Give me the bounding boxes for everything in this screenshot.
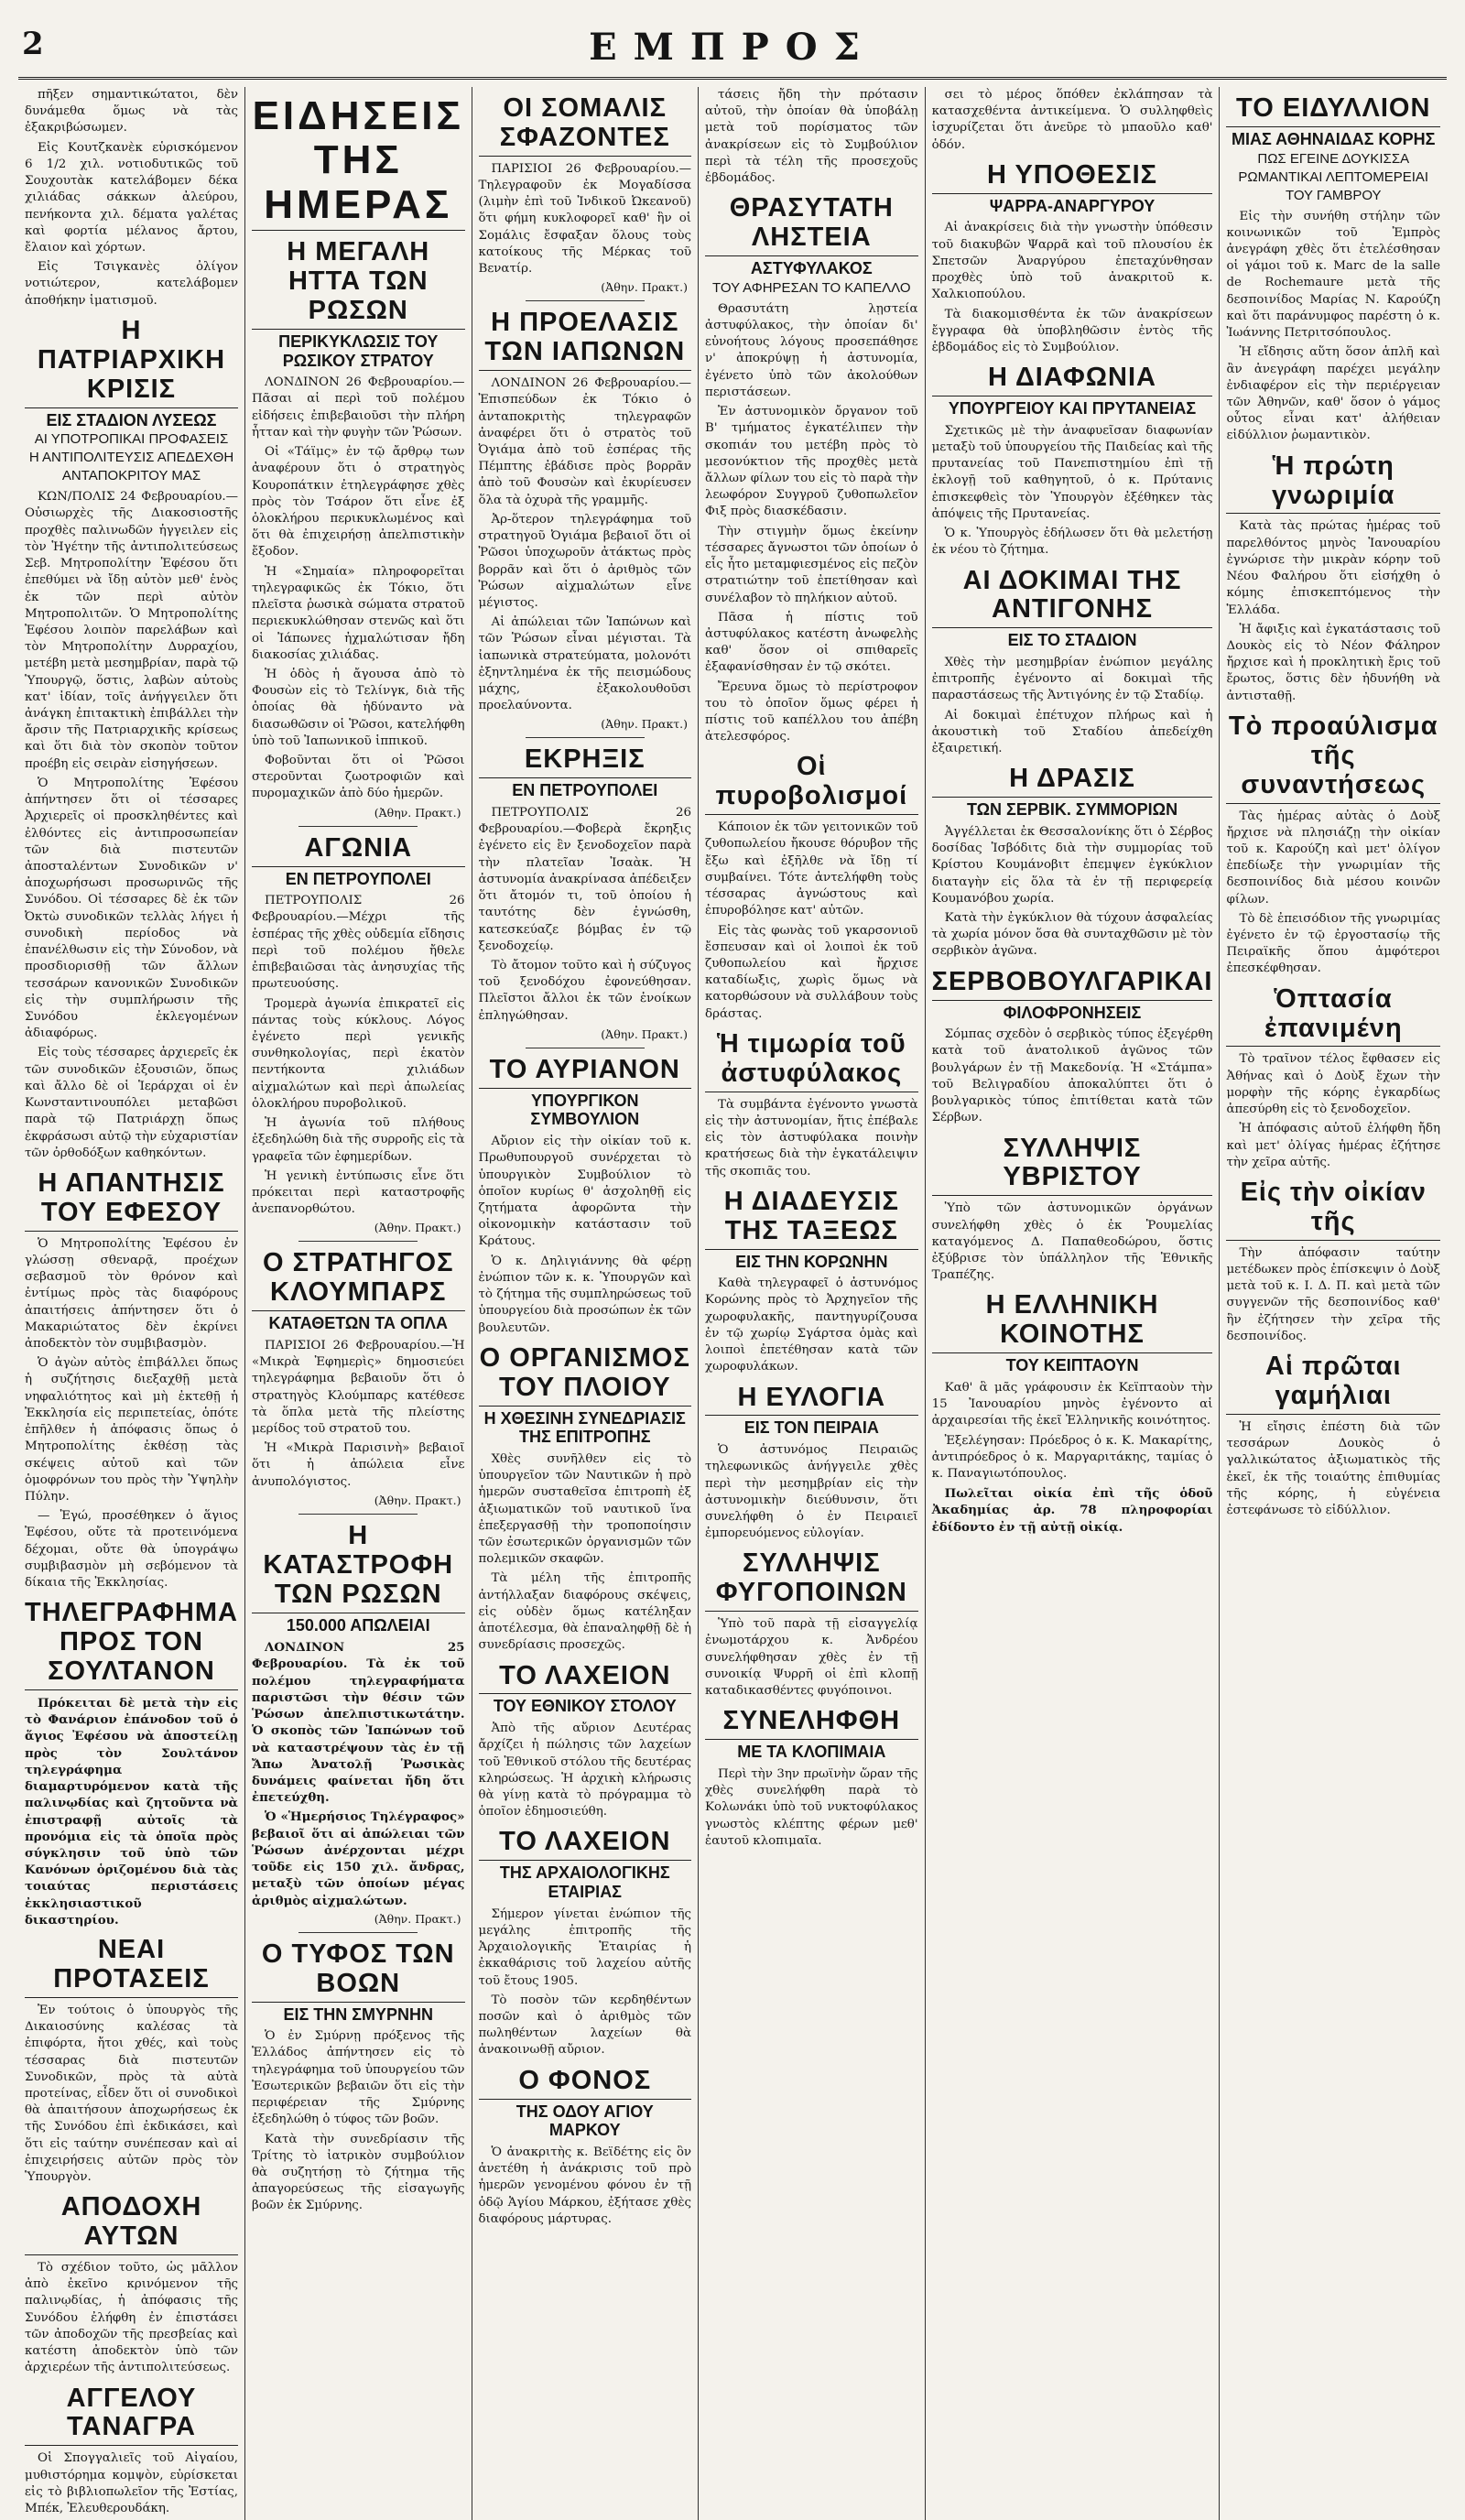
headline-line: 150.000 ΑΠΩΛΕΙΑΙ: [286, 1615, 430, 1635]
headline: [252, 1249, 465, 1332]
paragraph: πῆξεν σημαντικώτατοι, δὲν δυνάμεθα ὅμως νὰ τὰς ἐξακριβώσωμεν.: [25, 88, 238, 136]
headline-line: ΝΕΑΙ ΠΡΟΤΑΣΕΙΣ: [25, 1936, 238, 1998]
source-credit: (Ἀθην. Πρακτ.): [374, 1493, 461, 1507]
paragraph: Καθ' ἃ μᾶς γράφουσιν ἐκ Κεϊπταοὺν τὴν 15 Ἰανουαρίου μηνὸς ἐγένοντο αἱ ἀρχαιρεσίαι τῆς ἐκεῖ Ἑλληνικῆς κοινότητος.: [931, 1380, 1213, 1428]
paragraph: ΛΟΝΔΙΝΟΝ 25 Φεβρουαρίου. Τὰ ἐκ τοῦ πολέμου τηλεγραφήματα παριστῶσι τὴν θέσιν τῶν Ῥώσων ἀπελπιστικωτάτην. Ὁ σκοπὸς τῶν Ἰαπώνων τοῦ νὰ καταστρέψουν τὰς ἐν τῇ Ἄπω Ἀνατολῇ Ῥωσικὰς δυνάμεις φαίνεται ἤδη ὅτι ἐπετεύχθη.: [251, 1640, 465, 1806]
article-body: [252, 2028, 465, 2214]
headline-line: Η ΕΥΛΟΓΙΑ: [705, 1384, 918, 1417]
article-body: [25, 87, 238, 310]
headline-line: ΕΚΡΗΞΙΣ: [479, 745, 692, 778]
paragraph: Ἡ ἄφιξις καὶ ἐγκατάστασις τοῦ Δουκὸς εἰς τὸ Νέον Φάληρον ἤρχισε καὶ ἡ προκλητικὴ ἔρις τοῦ ἔρωτος, ὅστις δὲν ἠδυνήθη νὰ ἀντισταθῇ.: [1226, 622, 1440, 703]
headline-line: Ἡ τιμωρία τοῦ ἀστυφύλακος: [705, 1030, 918, 1092]
paragraph: Αὔριον εἰς τὴν οἰκίαν τοῦ κ. Πρωθυπουργοῦ συνέρχεται τὸ ὑπουργικὸν Συμβούλιον τὸ ὁποῖον κυρίως θ' ἀσχοληθῇ εἰς ζητήματα ἀφορῶντα τὴν οἰκονομικὴν κατάστασιν τοῦ Κράτους.: [478, 1135, 692, 1249]
paragraph: σει τὸ μέρος ὅπόθεν ἐκλάπησαν τὰ κατασχεθέντα ἀντικείμενα. Ὁ συλληφθεὶς ἰσχυρίζεται ὅτι ἀνεῦρε τὸ μπαοῦλο καθ' ὁδόν.: [931, 88, 1213, 152]
headline: [252, 1522, 465, 1635]
paragraph: ΛΟΝΔΙΝΟΝ 26 Φεβρουαρίου.—Πᾶσαι αἱ περὶ τοῦ πολέμου εἰδήσεις ἐπιβεβαιοῦσι τὴν πλήρη ἧτταν καὶ τὴν φυγὴν τῶν Ῥώσων.: [251, 375, 465, 440]
headline-line: ΑΙ ΔΟΚΙΜΑΙ ΤΗΣ ΑΝΤΙΓΟΝΗΣ: [932, 567, 1213, 629]
paragraph: Σόμπας σχεδὸν ὁ σερβικὸς τύπος ἐξεγέρθη κατὰ τοῦ ἀνατολικοῦ ἀγῶνος τῶν βουλγάρων ἐν τῇ Μακεδονίᾳ. Ἡ «Στάμπα» τοῦ Βελιγραδίου ἀποκαλύπτει ὅτι ὁ βουλγαρικὸς τύπος ἐπιτίθεται κατὰ τῶν Σέρβων.: [931, 1027, 1213, 1125]
headline-line: ΑΙ ΥΠΟΤΡΟΠΙΚΑΙ ΠΡΟΦΑΣΕΙΣ: [34, 431, 229, 448]
paragraph: ΠΑΡΙΣΙΟΙ 26 Φεβρουαρίου.—Τηλεγραφοῦν ἐκ Μογαδίσσα (λιμὴν ἐπὶ τοῦ Ἰνδικοῦ Ὠκεανοῦ) ὅτι φήμη κυκλοφορεῖ καθ' ἣν οἱ Σομάλις ἔσφαξαν ὅλους τοὺς κατοίκους τῆς Μέρκας τοῦ Βενατίρ.: [478, 161, 692, 277]
paragraph: Τὴν ἀπόφασιν ταύτην μετέδωκεν πρὸς ἐπίσκεψιν ὁ Δοὺξ μετὰ τοῦ κ. Ι. Δ. Π. καὶ μετὰ τῶν συγγενῶν τῆς δεσποινίδος καθ' ἣν ἐζήτησεν τὴν χεῖρα τῆς δεσποινίδος.: [1226, 1245, 1440, 1343]
headline-line: ΤΗΣ ΟΔΟΥ ΑΓΙΟΥ ΜΑΡΚΟΥ: [515, 2102, 654, 2140]
headline-line: ΤΟ ΛΑΧΕΙΟΝ: [479, 1662, 692, 1695]
headline-line: ΤΩΝ ΣΕΡΒΙΚ. ΣΥΜΜΟΡΙΩΝ: [966, 800, 1178, 820]
article-body: [705, 1766, 918, 1850]
column-2: [245, 87, 472, 2520]
headline-line: ΦΙΛΟΦΡΟΝΗΣΕΙΣ: [1003, 1003, 1142, 1022]
column-6: [1220, 87, 1447, 2520]
columns: [18, 87, 1447, 2515]
article-body: [25, 2260, 238, 2377]
headline-line: ΤΟΥ ΕΘΝΙΚΟΥ ΣΤΟΛΟΥ: [493, 1697, 677, 1716]
paragraph: Ἐν τούτοις ὁ ὑπουργὸς τῆς Δικαιοσύνης καλέσας τὰ ἐπιφόρτα, ἤτοι χθές, καὶ τοὺς τέσσαρας διὰ πιστευτῶν Συνοδικῶν, πρὸς τὰ αὐτὰ προτείνας, εἶδεν ὅτι οἱ συνοδικοὶ θὰ ἀπαιτήσουν ἀποχωρήσεως ἐκ τῆς Συνόδου ἐπὶ ἐκδικάσει, καὶ ὅτι εἰς ταύτην συνέπεσαν καὶ αἱ ἐπιχειρήσεις αὐτῶν πρὸς τὸν Ὑπουργὸν.: [25, 2003, 238, 2185]
paragraph: Κάποιον ἐκ τῶν γειτονικῶν τοῦ ζυθοπωλείου ἤκουσε θόρυβον τῆς ἔξω καὶ ἐξῆλθε νὰ ἴδῃ τί συμβαίνει. Τότε ἀντελήφθη τοὺς τέσσαρας ἀγνώστους καὶ ἐπυροβόλησε κατ' αὐτῶν.: [705, 820, 918, 918]
divider: [298, 1241, 418, 1242]
headline-line: Η ΚΑΤΑΣΤΡΟΦΗ ΤΩΝ ΡΩΣΩΝ: [252, 1522, 465, 1613]
headline: [479, 1344, 692, 1447]
article-body: [932, 1026, 1213, 1126]
article-body: [479, 1906, 692, 2059]
headline-line: ΕΙΣ ΤΟΝ ΠΕΙΡΑΙΑ: [743, 1418, 879, 1438]
headline-line: Αἱ πρῶται γαμήλιαι: [1226, 1352, 1440, 1415]
column-3: [472, 87, 700, 2520]
headline-line: ΑΓΓΕΛΟΥ ΤΑΝΑΓΡΑ: [25, 2384, 238, 2447]
headline: [252, 834, 465, 889]
headline: [479, 745, 692, 800]
paragraph: Ὁ Μητροπολίτης Ἐφέσου ἀπήντησεν ὅτι οἱ τέσσαρες Ἀρχιερεῖς οἱ προσκληθέντες καὶ ἐλθόντες εἰς ἀντιπροσωπείαν τῶν διὰ πιστευτῶν ἀποσταλέντων Συνοδικῶν ν' ἀποχωρήσωσι προσωρινῶς τῆς Συνόδου. Οἱ τέσσαρες δὲ ἐκ τῶν Ὀκτὼ συνοδικῶν τελλὰς λήγει ἡ συνοδικὴ περίοδος νὰ ἐπανέλθωσιν εἰς τὴν Σύνοδον, νὰ προσδιορισθῇ τῶν ἄλλων τεσσάρων κανονικῶν Συνοδικῶν εἰς τὴν συμπλήρωσιν τῆς Συνόδου ἐκλεγομένων ἀδιαφόρως.: [25, 776, 238, 1041]
article-body: [705, 87, 918, 187]
paragraph: Τὴν στιγμὴν ὅμως ἐκείνην τέσσαρες ἄγνωστοι τῶν ὁποίων ὁ εἷς ἦτο μεταμφιεσμένος εἰς πεζὸν στρατιώτην τοῦ ἐπετίθησαν καὶ συνέλαβον τὸ πηλήκιον αὐτοῦ.: [705, 524, 918, 605]
newspaper-page: [18, 16, 1447, 2515]
headline-line: Ο ΟΡΓΑΝΙΣΜΟΣ ΤΟΥ ΠΛΟΙΟΥ: [479, 1344, 692, 1407]
headline: [1226, 1179, 1440, 1241]
headline-line: ΤΟ ΛΑΧΕΙΟΝ: [479, 1828, 692, 1861]
headline-line: ΣΥΛΛΗΨΙΣ ΦΥΓΟΠΟΙΝΩΝ: [705, 1549, 918, 1612]
divider: [298, 826, 418, 827]
headline-line: Η ΔΙΑΔΕΥΣΙΣ ΤΗΣ ΤΑΞΕΩΣ: [705, 1188, 918, 1250]
headline: [705, 1549, 918, 1612]
headline-line: Ο ΣΤΡΑΤΗΓΟΣ ΚΛΟΥΜΠΑΡΣ: [252, 1249, 465, 1311]
headline: [252, 94, 465, 231]
article-body: [1226, 1245, 1440, 1345]
article-body: [1226, 1419, 1440, 1519]
headline-line: Η ΔΙΑΦΩΝΙΑ: [932, 364, 1213, 396]
headline-line: Οἱ πυροβολισμοί: [705, 753, 918, 815]
headline-line: ΕΙΣ ΤΟ ΣΤΑΔΙΟΝ: [1007, 631, 1137, 650]
paragraph: ΠΕΤΡΟΥΠΟΛΙΣ 26 Φεβρουαρίου.—Φοβερὰ ἔκρηξις ἐγένετο εἰς ἓν ξενοδοχεῖον παρὰ τὴν πλατεῖαν Ἰσαὰκ. Ἡ ἀστυνομία ἀνακρίνασα ἀπέδειξεν ὅτι ἄτομόν τι, τοῦ ὁποίου ἡ ταυτότης δὲν ἐγνώσθη, κατεσκεύαζε βόμβας ἐν τῷ ξενοδοχείῳ.: [478, 806, 692, 953]
headline-line: Ο ΦΟΝΟΣ: [479, 2067, 692, 2100]
headline-line: ΜΕ ΤΑ ΚΛΟΠΙΜΑΙΑ: [737, 1743, 886, 1762]
paragraph: Χθὲς τὴν μεσημβρίαν ἐνώπιον μεγάλης ἐπιτροπῆς ἐγένοντο αἱ δοκιμαὶ τῆς παραστάσεως τῆς Ἀντιγόνης ἐν τῷ Σταδίῳ.: [931, 656, 1213, 703]
paragraph: Ἀγγέλλεται ἐκ Θεσσαλονίκης ὅτι ὁ Σέρβος δοσίδας Ἰσβόδιτς διὰ τὴν συμμορίας τοῦ Κρίστου Κουμάνοβιτ ἐπεμψεν ἐγκύκλιον διαταγὴν εἰς ὅλα τὰ ἐν τῇ περιφερείᾳ Κουμανόβου χωρία.: [931, 824, 1213, 906]
article-body: [932, 1200, 1213, 1284]
headline-line: ΥΠΟΥΡΓΕΙΟΥ ΚΑΙ ΠΡΥΤΑΝΕΙΑΣ: [948, 399, 1197, 418]
headline: [705, 1030, 918, 1092]
article-body: [705, 301, 918, 746]
article-body: [932, 87, 1213, 154]
paragraph: Τὸ ποσὸν τῶν κερδηθέντων ποσῶν καὶ ὁ ἀριθμὸς τῶν πωληθέντων λαχείων θὰ ἀνακοινωθῇ αὔριον.: [478, 1993, 692, 2058]
headline-line: ΡΩΜΑΝΤΙΚΑΙ ΛΕΠΤΟΜΕΡΕΙΑΙ: [1238, 168, 1429, 185]
paragraph: Τὰ μέλη τῆς ἐπιτροπῆς ἀντήλλαξαν διαφόρους σκέψεις, εἰς οὐδὲν ὅμως κατέληξαν ἀποτέλεσμα, θὰ ἐπαναληφθῇ δὲ ἡ συνεδρίασις προσεχῶς.: [478, 1571, 692, 1653]
article-body: [479, 1451, 692, 1655]
paragraph: Ἡ ὁδὸς ἡ ἄγουσα ἀπὸ τὸ Φουσὼν εἰς τὸ Τελίνγκ, διὰ τῆς ὁποίας θὰ ἠδύναντο νὰ διασωθῶσιν οἱ Ῥῶσοι, κατελήφθη ὑπὸ τοῦ Ἰαπωνικοῦ ἱππικοῦ.: [251, 667, 465, 748]
paragraph: Ἡ εἴδησις αὕτη ὅσον ἁπλῆ καὶ ἂν ἀνεγράφη παρέχει μεγάλην ἐνδιαφέρον εἰς τὴν περιέργειαν τῶν Ἀθηνῶν, καθ' ὅσον ὁ γάμος οὗτος εἶναι κατ' ἀλήθειαν εἰδύλλιον ῥωμαντικὸν.: [1226, 345, 1440, 443]
article-body: [705, 820, 918, 1023]
headline-line: Η ΕΛΛΗΝΙΚΗ ΚΟΙΝΟΤΗΣ: [932, 1291, 1213, 1353]
article-body: [479, 161, 692, 278]
divider: [526, 300, 645, 301]
headline: [479, 2067, 692, 2140]
headline-line: ΤΟΥ ΑΦΗΡΕΣΑΝ ΤΟ ΚΑΠΕΛΛΟ: [712, 279, 911, 296]
headline-line: ΣΕΡΒΟΒΟΥΛΓΑΡΙΚΑΙ: [932, 968, 1213, 1001]
headline-line: ΣΥΛΛΗΨΙΣ ΥΒΡΙΣΤΟΥ: [932, 1135, 1213, 1197]
headline-line: ΕΙΔΗΣΕΙΣ ΤΗΣ ΗΜΕΡΑΣ: [252, 94, 465, 231]
article-body: [705, 1616, 918, 1700]
headline: [705, 1384, 918, 1439]
paragraph: Τὸ τραῖνον τέλος ἔφθασεν εἰς Ἀθήνας καὶ ὁ Δοὺξ ἔχων τὴν μορφὴν τῆς κόρης ἐγκαρδίως ἀπεσύρθη εἰς τὸ ξενοδοχεῖον.: [1226, 1052, 1440, 1117]
headline-line: ΤΟΥ ΓΑΜΒΡΟΥ: [1285, 187, 1382, 203]
headline-line: Η ΑΝΤΙΠΟΛΙΤΕΥΣΙΣ ΑΠΕΔΕΧΘΗ: [28, 450, 234, 466]
headline: [932, 968, 1213, 1023]
headline-line: ΕΙΣ ΤΗΝ ΚΟΡΩΝΗΝ: [735, 1252, 888, 1271]
headline-line: ΕΙΣ ΣΤΑΔΙΟΝ ΛΥΣΕΩΣ: [46, 410, 217, 429]
headline-line: Εἰς τὴν οἰκίαν τῆς: [1226, 1179, 1440, 1241]
paragraph: Καθὰ τηλεγραφεῖ ὁ ἀστυνόμος Κορώνης πρὸς τὸ Ἀρχηγεῖον τῆς χωροφυλακῆς, παντηγυρίζουσα ἐν τῷ χωρίῳ Σγάρτσα ὁμὰς καὶ λοιποὶ ἐπετέθησαν κατὰ τῶν χωροφυλάκων.: [705, 1276, 918, 1374]
headline: [932, 567, 1213, 650]
paragraph: Ἡ γενικὴ ἐντύπωσις εἶνε ὅτι πρόκειται περὶ καταστροφῆς ἀνεπανορθώτου.: [251, 1168, 465, 1217]
article-body: [705, 1276, 918, 1375]
paragraph: Ὁ ἀγὼν αὐτὸς ἐπιβάλλει ὅπως ἡ συζήτησις διεξαχθῇ μετὰ νηφαλιότητος καὶ μὴ ἐκτεθῇ ἡ Ἐκκλησία εἰς περιπετείας, ὁπότε ἐπῆλθεν ἡ ἀπόφασις ὅπως ὁ Μητροπολίτης ἐκθέσῃ τὰς σκέψεις αὐτοῦ καὶ τῶν ὁμοφρόνων του πρὸς τὴν Ὑψηλὴν Πύλην.: [25, 1356, 238, 1504]
paragraph: τάσεις ἤδη τὴν πρότασιν αὐτοῦ, τὴν ὁποίαν θὰ ὑποβάλῃ μετὰ τοῦ πορίσματος τῶν ἀνακρίσεων εἰς τὸ Συμβούλιον περὶ τὰ τέλη τῆς προσεχοῦς ἑβδομάδος.: [705, 88, 918, 186]
article-body: [479, 2145, 692, 2228]
headline: [932, 765, 1213, 820]
paragraph: Τὰ διακομισθέντα ἐκ τῶν ἀνακρίσεων ἔγγραφα θὰ ὑποβληθῶσιν ἐντὸς τῆς ἑβδομάδος εἰς τὸ Συμβούλιον.: [931, 307, 1213, 354]
paragraph: Κατὰ τὴν ἐγκύκλιον θὰ τύχουν ἀσφαλείας τὰ χωρία μόνον ὅσα θὰ συνταχθῶσιν μὲ τὸν σερβικὸν ἀγῶνα.: [931, 910, 1213, 959]
article-body: [932, 1380, 1213, 1483]
headline-line: ΜΙΑΣ ΑΘΗΝΑΙΔΑΣ ΚΟΡΗΣ: [1232, 129, 1436, 148]
headline: [932, 1135, 1213, 1197]
headline-line: Η ΔΡΑΣΙΣ: [932, 765, 1213, 798]
headline: [479, 1662, 692, 1717]
paragraph: ΠΑΡΙΣΙΟΙ 26 Φεβρουαρίου.—Ἡ «Μικρὰ Ἐφημερὶς» δημοσιεύει τηλεγράφημα βεβαιοῦν ὅτι ὁ στρατηγὸς Κλούμπαρς κατέθεσε τὰ ὅπλα μετὰ τῆς πλείστης μερίδος τοῦ στρατοῦ του.: [251, 1338, 465, 1436]
headline-line: ΤΟΥ ΚΕΙΠΤΑΟΥΝ: [1005, 1356, 1139, 1375]
source-credit: (Ἀθην. Πρακτ.): [374, 1221, 461, 1235]
article-body: [1226, 518, 1440, 704]
paragraph: Εἰς τὰς φωνὰς τοῦ γκαρσονιοῦ ἔσπευσαν καὶ οἱ λοιποὶ ἐκ τοῦ ζυθοπωλείου καὶ ἤρχισε καταδίωξις, χωρὶς ὅμως νὰ κατορθώσουν νὰ συλλάβουν τοὺς δράστας.: [705, 923, 918, 1021]
paragraph: ΠΕΤΡΟΥΠΟΛΙΣ 26 Φεβρουαρίου.—Μέχρι τῆς ἑσπέρας τῆς χθὲς οὐδεμία εἴδησις περὶ τοῦ πολέμου ἤθελε ἐπιβεβαιῶσαι τὰς ἀνησυχίας τῆς πρωτευούσης.: [251, 894, 465, 992]
headline-line: ΕΙΣ ΤΗΝ ΣΜΥΡΝΗΝ: [283, 2004, 434, 2024]
source-credit: (Ἀθην. Πρακτ.): [374, 805, 461, 820]
headline: [479, 1056, 692, 1129]
paragraph: Ὁ κ. Ὑπουργὸς ἐδήλωσεν ὅτι θὰ μελετήσῃ ἐκ νέου τὸ ζήτημα.: [931, 527, 1213, 558]
headline-line: ΨΑΡΡΑ-ΑΝΑΡΓΥΡΟΥ: [989, 196, 1156, 215]
paragraph: Περὶ τὴν 3ην πρωϊνὴν ὥραν τῆς χθὲς συνελήφθη παρὰ τὸ Κολωνάκι ὑπὸ τοῦ νυκτοφύλακος γνωστὸς κλέπτης φέρων μεθ' ἑαυτοῦ κλοπιμαῖα.: [705, 1766, 918, 1848]
paragraph: Τὰ συμβάντα ἐγένοντο γνωστὰ εἰς τὴν ἀστυνομίαν, ἥτις ἐπέβαλε εἰς τὸν ἀστυφύλακα ποινὴν κρατήσεως διὰ τὴν ἐγκατάλειψιν τῆς σκοπιᾶς του.: [705, 1097, 918, 1179]
paragraph: Ὁ ἀστυνόμος Πειραιῶς τηλεφωνικῶς ἀνήγγειλε χθὲς περὶ τὴν μεσημβρίαν εἰς τὴν ἀστυνομικὴν διεύθυνσιν, ὅτι συνελήφθη ὁ ἐν Πειραιεῖ ἐμπορευόμενος εὐλογίαν.: [705, 1443, 918, 1541]
article-body: [252, 1338, 465, 1491]
article-body: [932, 220, 1213, 356]
headline-line: ΕΝ ΠΕΤΡΟΥΠΟΛΕΙ: [285, 869, 431, 888]
article-body: [252, 375, 465, 802]
article-body: [25, 2003, 238, 2186]
newspaper-title: ΕΜΠΡΟΣ: [589, 25, 876, 69]
paragraph: — Ἐγώ, προσέθηκεν ὁ ἅγιος Ἐφέσου, οὔτε τὰ προτεινόμενα δέχομαι, οὔτε θὰ ὑπογράψω συμβιβασμὸν μὴ σεβόμενον τὰ δίκαια τῆς Ἐκκλησίας.: [25, 1509, 238, 1591]
article-body: [932, 655, 1213, 757]
article-body: [1226, 1051, 1440, 1171]
headline: [705, 1707, 918, 1762]
paragraph: Κατὰ τὴν συνεδρίασιν τῆς Τρίτης τὸ ἰατρικὸν συμβούλιον θὰ συζητήσῃ τὸ ζήτημα τῆς ἀπαγορεύσεως τῆς εἰσαγωγῆς βοῶν ἐκ Σμύρνης.: [251, 2132, 465, 2213]
headline: [25, 1599, 238, 1690]
headline-line: Ἡ πρώτη γνωριμία: [1226, 452, 1440, 515]
source-credit: (Ἀθην. Πρακτ.): [601, 1026, 689, 1041]
source-credit: (Ἀθην. Πρακτ.): [601, 717, 689, 732]
headline-line: ΑΠΟΔΟΧΗ ΑΥΤΩΝ: [25, 2193, 238, 2255]
headline: [1226, 985, 1440, 1048]
paragraph: Οἱ Σπογγαλιεῖς τοῦ Αἰγαίου, μυθιστόρημα κομψὸν, εὑρίσκεται εἰς τὸ βιβλιοπωλεῖον τῆς Ἑστίας, Μπέκ, Ἐλευθερουδάκη.: [25, 2451, 238, 2515]
article-body: [1226, 209, 1440, 445]
headline: [932, 364, 1213, 418]
paragraph: Ὁ κ. Δηλιγιάννης θὰ φέρῃ ἐνώπιον τῶν κ. κ. Ὑπουργῶν καὶ τὸ ζήτημα τῆς συμπληρώσεως τοῦ ὑπουργείου διὰ προσώπων ἐκ τῶν βουλευτῶν.: [478, 1254, 692, 1335]
column-5: [926, 87, 1221, 2520]
paragraph: Φοβοῦνται ὅτι οἱ Ῥῶσοι στεροῦνται ζωοτροφιῶν καὶ πυρομαχικῶν ἀπὸ δύο ἡμερῶν.: [251, 754, 465, 801]
article-body: [479, 1134, 692, 1337]
headline: [25, 2384, 238, 2447]
article-body: [25, 1236, 238, 1592]
paragraph: Εἰς τὴν συνήθη στήλην τῶν κοινωνικῶν τοῦ Ἐμπρὸς ἀνεγράφη χθὲς ὅτι ἐτελέσθησαν οἱ γάμοι τοῦ κ. Marc de la salle de Rochemaure μετὰ τῆς δεσποινίδος Μαρίας Ν. Καρούζη καὶ ὅτι παράνυμφος παρέστη ὁ κ. Ἰωάννης Πετριτσόπουλος.: [1226, 209, 1440, 341]
paragraph: Σχετικῶς μὲ τὴν ἀναφυεῖσαν διαφωνίαν μεταξὺ τοῦ ὑπουργείου τῆς Παιδείας καὶ τῆς πρυτανείας τοῦ Πανεπιστημίου ἐπὶ τῇ ἐκλογῇ τοῦ καθηγητοῦ, ὁ κ. Πρύτανις ἐπισκεφθεὶς τὸν Ὑπουργὸν ἐξέθηκεν τὰς ἀπόψεις τῆς Πρυτανείας.: [931, 423, 1213, 521]
masthead: [18, 16, 1447, 80]
paragraph: Τὸ δὲ ἐπεισόδιον τῆς γνωριμίας ἐγένετο ἐν τῷ ἐργοστασίῳ τῆς Πειραϊκῆς ὅπου ἀμφότεροι ἐπεσκέφθησαν.: [1226, 911, 1440, 976]
headline-line: ΣΥΝΕΛΗΦΘΗ: [705, 1707, 918, 1740]
headline-line: Ὁπτασία ἐπανιμένη: [1226, 985, 1440, 1048]
headline-line: ΟΙ ΣΟΜΑΛΙΣ ΣΦΑΖΟΝΤΕΣ: [479, 94, 692, 157]
column-1: [18, 87, 245, 2520]
headline: [1226, 452, 1440, 515]
paragraph: Ὑπὸ τοῦ παρὰ τῇ εἰσαγγελίᾳ ἐνωμοτάρχου κ. Ἀνδρέου συνελήφθησαν χθὲς ἐν τῇ συνοικίᾳ Ψυρρῆ οἱ ἐπὶ κλοπῇ καταδικασθέντες φυγόποινοι.: [705, 1617, 918, 1699]
paragraph: Θρασυτάτη λῃστεία ἀστυφύλακος, τὴν ὁποίαν δι' εὐνοήτους λόγους προσεπάθησε ν' ἀποκρύψῃ ἡ ἀστυνομία, ἐγένετο ὑπὸ τῶν ἀκολούθων περιστάσεων.: [705, 301, 918, 399]
paragraph: Εἰς Τσιγκανὲς ὀλίγον νοτιώτερον, κατελάβομεν ἀποθήκην ἱματισμοῦ.: [25, 260, 238, 308]
headline-line: ΤΟ ΑΥΡΙΑΝΟΝ: [479, 1056, 692, 1089]
article-body: [932, 824, 1213, 961]
paragraph: Σήμερον γίνεται ἐνώπιον τῆς μεγάλης ἐπιτροπῆς τῆς Ἀρχαιολογικῆς Ἑταιρίας ἡ ἐκκαθάρισις τοῦ λαχείου αὐτῆς τοῦ ἔτους 1905.: [478, 1906, 692, 1988]
article-body: [25, 489, 238, 1162]
headline-line: ΑΣΤΥΦΥΛΑΚΟΣ: [750, 259, 873, 278]
paragraph: Τὰς ἡμέρας αὐτὰς ὁ Δοὺξ ἤρχισε νὰ πλησιάζῃ τὴν οἰκίαν τοῦ κ. Καρούζη καὶ μετ' ὀλίγον ἐπεδίωξε τὴν γνωριμίαν τῆς δεσποινίδος διὰ μέσου κοινῶν φίλων.: [1226, 809, 1440, 907]
paragraph: ΛΟΝΔΙΝΟΝ 26 Φεβρουαρίου.—Ἐπισπεύδων ἐκ Τόκιο ὁ ἀνταποκριτὴς τηλεγραφῶν ἀναφέρει ὅτι ὁ στρατὸς τοῦ Ὀγιάμα ἀπὸ τοῦ ἑσπέρας τῆς Πέμπτης ἐβάδισε πρὸς βορρᾶν ἀπὸ τοῦ Φουσὼν καὶ ἐκυρίευσεν ὅλα τὰ ὀχυρὰ τῆς γραμμῆς.: [478, 376, 692, 507]
headline-line: ΠΕΡΙΚΥΚΛΩΣΙΣ ΤΟΥ ΡΩΣΙΚΟΥ ΣΤΡΑΤΟΥ: [278, 331, 439, 370]
headline: [252, 238, 465, 370]
divider: [298, 1932, 418, 1933]
article-body: [479, 805, 692, 1025]
headline: [1226, 1352, 1440, 1415]
headline: [1226, 94, 1440, 204]
paragraph: Ἡ εἴησις ἐπέστη διὰ τῶν τεσσάρων Δουκὸς ὁ γαλλικώτατος ἀξιωματικὸς τῆς ἐκεῖ, ἐκ τῆς τοιαύτης ἐπιθυμίας τῆς κόρης, ἡ εὐγένεια ἐστεφάνωσε τὸ εἰδύλλιον.: [1226, 1419, 1440, 1517]
paragraph: Πρόκειται δὲ μετὰ τὴν εἰς τὸ Φανάριον ἐπάνοδον τοῦ ὁ ἅγιος Ἐφέσου νὰ ἀποστείλῃ πρὸς τὸν Σουλτάνον τηλεγράφημα διαμαρτυρόμενον κατὰ τῆς παλινῳδίας καὶ ζητοῦντα νὰ ἐπιστραφῇ αὐτοῖς τὰ προνόμια εἰς τὰ ὁποῖα πρὸς σύγκλησιν τοῦ ὑπὸ τῶν Κανόνων ὁριζομένου διὰ τὰς τοιαύτας περιστάσεις ἐκκλησιαστικοῦ δικαστηρίου.: [25, 1696, 238, 1928]
article-body: [25, 1695, 238, 1928]
article-body: [932, 423, 1213, 559]
article-body: [479, 375, 692, 714]
paragraph: Πωλεῖται οἰκία ἐπὶ τῆς ὁδοῦ Ἀκαδημίας ἀρ. 78 πληροφορίαι ἐδίδοντο ἐν τῇ αὐτῇ οἰκίᾳ.: [931, 1486, 1213, 1535]
paragraph: Χθὲς συνῆλθεν εἰς τὸ ὑπουργεῖον τῶν Ναυτικῶν ἡ πρὸ ἡμερῶν συσταθεῖσα ἐπιτροπὴ ἐξ ἀξιωματικῶν τοῦ ναυτικοῦ ἵνα ἐπεξεργασθῇ τὴν τροποποίησιν τῶν ἐσωτερικῶν ὀργανισμῶν τῶν πολεμικῶν σκαφῶν.: [478, 1451, 692, 1567]
headline-line: Η ΠΡΟΕΛΑΣΙΣ ΤΩΝ ΙΑΠΩΝΩΝ: [479, 309, 692, 371]
headline-line: Η ΥΠΟΘΕΣΙΣ: [932, 161, 1213, 194]
paragraph: Ὁ «Ἡμερήσιος Τηλέγραφος» βεβαιοῖ ὅτι αἱ ἀπώλειαι τῶν Ῥώσων ἀνέρχονται μέχρι τοῦδε εἰς 150 χιλ. ἄνδρας, μεταξὺ τῶν ὁποίων μέγας ἀριθμὸς αἰχμαλώτων.: [251, 1809, 465, 1908]
headline: [705, 1188, 918, 1271]
paragraph: Ἐξελέγησαν: Πρόεδρος ὁ κ. Κ. Μακαρίτης, ἀντιπρόεδρος ὁ κ. Μαργαριτάκης, ταμίας ὁ κ. Παναγιωτόπουλος.: [931, 1433, 1213, 1481]
headline-line: ΚΑΤΑΘΕΤΩΝ ΤΑ ΟΠΛΑ: [268, 1314, 448, 1333]
paragraph: Εἰς Κουτζκανὲκ εὑρισκόμενον 6 1/2 χιλ. νοτιοδυτικῶς τοῦ Σουχουτὰκ κατελάβομεν δέκα χιλιάδας σάκκων ἀλεύρου, πενήκοντα χιλ. δέματα γαλέτας καὶ φορτία μέλανος ἄρτου, ἔλαιον καὶ χόρτων.: [25, 140, 238, 255]
headline-line: ΥΠΟΥΡΓΙΚΟΝ ΣΥΜΒΟΥΛΙΟΝ: [530, 1091, 640, 1129]
headline-line: ΤΟ ΕΙΔΥΛΛΙΟΝ: [1226, 94, 1440, 127]
paragraph: Εἰς τοὺς τέσσαρες ἀρχιερεῖς ἐκ τῶν συνοδικῶν ἐξουσιῶν, ὅπως καὶ ἄλλο δὲ οἱ Ἱεράρχαι οἱ ἐν Κωνσταντινουπόλει μεταβῶσι παρὰ τῷ Πατριάρχῃ ὅπως ἐκφράσωσι αὐτῷ τὴν εὐχαριστίαν τῶν ὀρθοδόξων καθηκόντων.: [25, 1046, 238, 1160]
paragraph: Τρομερὰ ἀγωνία ἐπικρατεῖ εἰς πάντας τοὺς κύκλους. Λόγος ἐγένετο περὶ γενικῆς συνθηκολογίας, περὶ ἑκατὸν πεντήκοντα χιλιάδων αἰχμαλώτων καὶ περὶ ἀπωλείας ὁλοκλήρου πυροβολικοῦ.: [251, 996, 465, 1111]
article-body: [252, 1639, 465, 1909]
headline-line: ΑΝΤΑΠΟΚΡΙΤΟΥ ΜΑΣ: [61, 468, 201, 484]
headline-line: ΘΡΑΣΥΤΑΤΗ ΛΗΣΤΕΙΑ: [705, 194, 918, 256]
paragraph: Πᾶσα ἡ πίστις τοῦ ἀστυφύλακος κατέστη ἀνωφελὴς καθ' ὅσον οἱ σπιθαρεῖς ἐξαφανίσθησαν ἐν τῷ σκότει.: [705, 610, 918, 675]
headline: [25, 317, 238, 484]
headline: [25, 1169, 238, 1232]
headline: [705, 194, 918, 296]
paragraph: Ἀπὸ τῆς αὔριον Δευτέρας ἄρχίζει ἡ πώλησις τῶν λαχείων τοῦ Ἐθνικοῦ στόλου τῆς δευτέρας κληρώσεως. Ἡ ἀρχικὴ κλήρωσις θὰ γίνῃ κατὰ τὸ πρόγραμμα τὸ ὁποῖον ἐδημοσιεύθη.: [478, 1722, 692, 1819]
article-body: [932, 1485, 1213, 1536]
paragraph: Ἡ ἀπόφασις αὐτοῦ ἐλήφθη ἤδη καὶ μετ' ὀλίγας ἡμέρας ἐζήτησε τὴν χεῖρα αὐτῆς.: [1226, 1122, 1440, 1169]
paragraph: Ἀρ-ὅτερον τηλεγράφημα τοῦ στρατηγοῦ Ὀγιάμα βεβαιοῖ ὅτι οἱ Ῥῶσοι ὑποχωροῦν ἀτάκτως πρὸς βορρᾶν καὶ ὅτι ὁ ἀριθμὸς τῶν Ῥώσων αἰχμαλώτων εἶνε μέγιστος.: [478, 512, 692, 610]
paragraph: Ἐν ἀστυνομικὸν ὄργανον τοῦ Β' τμήματος ἐγκατέλιπεν τὴν σκοπιάν του μετέβη πρὸς τὸ μεσονύκτιον τῆς προχθὲς μετὰ ἄλλων φίλων του εἰς τὸ παρὰ τὴν λεωφόρον Συγγροῦ ζυθοπωλεῖον Φιξ πρὸς διασκέδασιν.: [705, 405, 918, 519]
headline: [479, 1828, 692, 1901]
paragraph: Ὑπὸ τῶν ἀστυνομικῶν ὀργάνων συνελήφθη χθὲς ὁ ἐκ Ῥουμελίας καταγόμενος Δ. Παπαθεοδώρου, ὅστις ἐξύβρισε τὸν ὑπάλληλον τῆς Ἐθνικῆς Τραπέζης.: [931, 1201, 1213, 1283]
headline-line: ΠΩΣ ΕΓΕΙΝΕ ΔΟΥΚΙΣΣΑ: [1257, 150, 1410, 167]
page-number: 2: [22, 26, 44, 62]
headline: [252, 1940, 465, 2024]
column-4: [699, 87, 926, 2520]
headline: [932, 161, 1213, 216]
headline-line: Η ΜΕΓΑΛΗ ΗΤΤΑ ΤΩΝ ΡΩΣΩΝ: [252, 238, 465, 330]
headline-line: Τὸ προαύλισμα τῆς συναντήσεως: [1226, 712, 1440, 804]
paragraph: Τὸ ἄτομον τοῦτο καὶ ἡ σύζυγος τοῦ ξενοδόχου ἐφονεύθησαν. Πλεῖστοι ἄλλοι ἐκ τῶν ἐνοίκων ἐπληγώθησαν.: [478, 959, 692, 1023]
paragraph: Αἱ ἀνακρίσεις διὰ τὴν γνωστὴν ὑπόθεσιν τοῦ διακυβῶν Ψαρρᾶ καὶ τοῦ πλουσίου ἐκ Σπετσῶν Ἀναργύρου ἐπεταχύνθησαν προχθὲς ὑπὸ τοῦ ἀνακριτοῦ κ. Χαλκιοπούλου.: [931, 221, 1213, 302]
article-body: [1226, 809, 1440, 978]
paragraph: Ἔρευνα ὅμως τὸ περίστροφον του τὸ ὁποῖον ὅμως φέρει ἡ πίστις τοῦ καπέλλου του ἀπέβη ἀτελεσφόρος.: [705, 679, 918, 744]
headline: [479, 309, 692, 371]
article-body: [252, 893, 465, 1218]
paragraph: Κατὰ τὰς πρώτας ἡμέρας τοῦ παρελθόντος μηνὸς Ἰανουαρίου ἐγνώρισε τὴν μικρὰν κόρην τοῦ Νέου Φαλήρου ὅτι εἰσήχθη ὁ κόμης ἐπισκεπτόμενος τὴν Ἑλλάδα.: [1226, 519, 1440, 617]
headline-line: Ο ΤΥΦΟΣ ΤΩΝ ΒΟΩΝ: [252, 1940, 465, 2003]
article-body: [705, 1097, 918, 1180]
headline-line: Η ΑΠΑΝΤΗΣΙΣ ΤΟΥ ΕΦΕΣΟΥ: [25, 1169, 238, 1232]
divider: [298, 1514, 418, 1515]
article-body: [479, 1721, 692, 1820]
source-credit: (Ἀθην. Πρακτ.): [601, 280, 689, 295]
paragraph: Ἡ ἀγωνία τοῦ πλήθους ἐξεδηλώθη διὰ τῆς συρροῆς εἰς τὰ γραφεῖα τῶν ἐφημερίδων.: [251, 1116, 465, 1164]
article-body: [705, 1442, 918, 1542]
headline: [1226, 712, 1440, 804]
paragraph: Ὁ ἐν Σμύρνῃ πρόξενος τῆς Ἑλλάδος ἀπήντησεν εἰς τὸ τηλεγράφημα τοῦ ὑπουργείου τῶν Ἐσωτερικῶν βεβαιῶν ὅτι εἰς τὴν περιφέρειαν τῆς Σμύρνης ἐξεδηλώθη ὁ τύφος τῶν βοῶν.: [251, 2029, 465, 2127]
headline-line: ΕΝ ΠΕΤΡΟΥΠΟΛΕΙ: [512, 781, 658, 800]
paragraph: Ὁ Μητροπολίτης Ἐφέσου ἐν γλώσσῃ σθεναρᾷ, προέχων σεβασμοῦ τὸν θρόνον καὶ ἐντίμως πρὸς τὰς διαφόρους ἀπαιτήσεις ἀπήντησεν ὅτι ὁ Μακαριώτατος δὲν ἐκρίνει ἀποδεκτὸν τὸν συμβιβασμὸν.: [25, 1236, 238, 1352]
paragraph: Αἱ ἀπώλειαι τῶν Ἰαπώνων καὶ τῶν Ῥώσων εἶναι μέγισται. Τὰ ἰαπωνικὰ στρατεύματα, μολονότι ἐξηντλημένα ἐκ τῆς πεισμώδους μάχης, ἐξακολουθοῦσι προελαύνοντα.: [478, 615, 692, 713]
paragraph: Αἱ δοκιμαὶ ἐπέτυχον πλήρως καὶ ἡ ἀκουστικὴ τοῦ Σταδίου ἀπεδείχθη ἐξαιρετική.: [931, 708, 1213, 756]
paragraph: Τὸ σχέδιον τοῦτο, ὡς μᾶλλον ἀπὸ ἐκεῖνο κρινόμενον τῆς παλινῳδίας, ἡ ἀπόφασις τῆς Συνόδου ἐλήφθη ἐν ἐπιστάσει τῶν ἀποδοχῶν τῆς πρεσβείας καὶ κατέστη ἀποδεκτὸν ὑπὸ τῶν ἀρχιερέων τῆς ἀντιπολιτεύσεως.: [25, 2261, 238, 2375]
headline-line: Η ΠΑΤΡΙΑΡΧΙΚΗ ΚΡΙΣΙΣ: [25, 317, 238, 408]
headline: [932, 1291, 1213, 1374]
headline-line: Η ΧΘΕΣΙΝΗ ΣΥΝΕΔΡΙΑΣΙΣ ΤΗΣ ΕΠΙΤΡΟΠΗΣ: [483, 1408, 686, 1447]
headline-line: ΤΗΣ ΑΡΧΑΙΟΛΟΓΙΚΗΣ ΕΤΑΙΡΙΑΣ: [499, 1863, 670, 1902]
paragraph: Ὁ ἀνακριτὴς κ. Βεϊδέτης εἰς ὃν ἀνετέθη ἡ ἀνάκρισις τοῦ πρὸ ἡμερῶν γενομένου φόνου ἐν τῇ ὁδῷ Ἁγίου Μάρκου, ἐξήτασε χθὲς διαφόρους μάρτυρας.: [478, 2145, 692, 2226]
headline: [25, 2193, 238, 2255]
paragraph: Οἱ «Τάϊμς» ἐν τῷ ἄρθρῳ των ἀναφέρουν ὅτι ὁ στρατηγὸς Κουροπάτκιν ἐτηλεγράφησε χθὲς πρὸς τὸν Τσάρον ὅτι εἶνε ἐξ ὁλοκλήρου περικυκλωμένος καὶ ὅτι θὰ ἐπιχειρήσῃ ἀπελπιστικὴν ἔξοδον.: [251, 445, 465, 559]
paragraph: Ἡ «Σημαία» πληροφορεῖται τηλεγραφικῶς ἐκ Τόκιο, ὅτι πλεῖστα ῥωσικὰ σώματα στρατοῦ περιεκυκλώθησαν στενῶς καὶ ὅτι οἱ Ἰάπωνες ἠχμαλώτισαν ἤδη διακοσίας χιλιάδας.: [251, 564, 465, 662]
article-body: [25, 2450, 238, 2517]
headline: [705, 753, 918, 815]
source-credit: (Ἀθην. Πρακτ.): [374, 1911, 461, 1926]
headline-line: ΤΗΛΕΓΡΑΦΗΜΑ ΠΡΟΣ ΤΟΝ ΣΟΥΛΤΑΝΟΝ: [25, 1599, 238, 1690]
headline: [25, 1936, 238, 1998]
headline: [479, 94, 692, 157]
paragraph: ΚΩΝ/ΠΟΛΙΣ 24 Φεβρουαρίου.—Οὐσιωρχὲς τῆς Διακοσιοστῆς προχθὲς παλινωδῶν ἡγγειλεν εἰς τὸν Ἡγέτην τῆς ἀντιπολιτεύσεως Σεβ. Μητροπολίτην Ἐφέσου ὅτι ἐπεθύμει νὰ ἴδῃ αὐτὸν μεθ' ἑνὸς ἐκ τῶν περὶ αὐτὸν Μητροπολιτῶν. Ὁ Μητροπολίτης Ἐφέσου λοιπὸν παρελάβων καὶ τὸν Μητροπολίτην Δυρραχίου, μετέβη μετὰ μεσημβρίαν, παρὰ τῷ Ὑπουργῷ, ὅστις, λαβὼν αὐτοὺς κατ' ἰδίαν, τοῖς ἀνήγγειλεν ὅτι ἀνάγκη ἐπιτακτικὴ ἐπιβάλλει τὴν ἄρσιν τῆς Πατριαρχικῆς κρίσεως καὶ ὅτι διὰ τὸν σκοπὸν τοῦτον προέβη εἰς σειρὰν εἰσηγήσεων.: [25, 490, 238, 771]
headline-line: ΑΓΩΝΙΑ: [252, 834, 465, 867]
divider: [526, 737, 645, 738]
paragraph: Ἡ «Μικρὰ Παρισινὴ» βεβαιοῖ ὅτι ἡ ἀπώλεια εἶνε ἀνυπολόγιστος.: [251, 1441, 465, 1489]
